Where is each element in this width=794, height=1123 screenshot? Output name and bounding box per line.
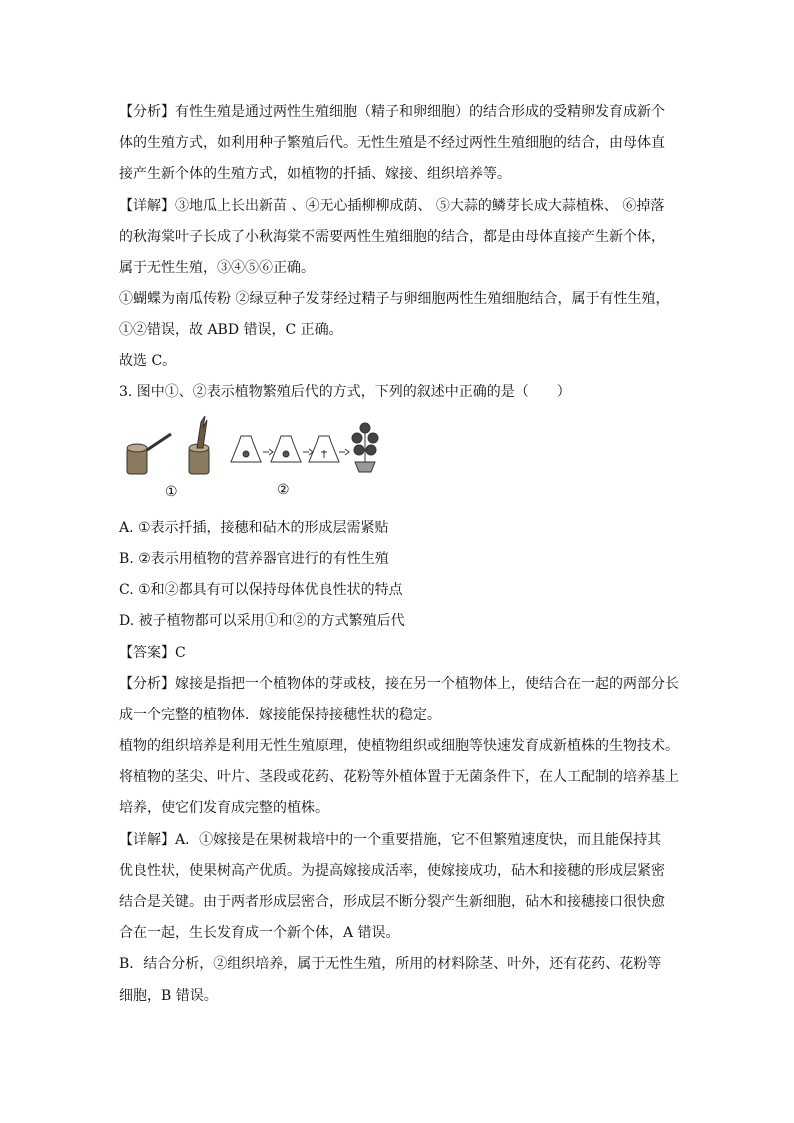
option-b: B. ②表示用植物的营养器官进行的有性生殖 xyxy=(119,551,389,567)
figure-label-2: ② xyxy=(277,482,290,498)
tissue-culture-illustration xyxy=(231,423,378,472)
scion-left xyxy=(147,434,171,450)
stump-left-top xyxy=(127,444,147,452)
text-line: 【分析】嫁接是指把一个植物体的芽或枝，接在另一个植物体上，使结合在一起的两部分长 xyxy=(119,676,679,692)
text-line: 属于无性生殖，③④⑤⑥正确。 xyxy=(119,260,315,276)
flower-pot xyxy=(355,462,375,472)
text-line: 【详解】A．①嫁接是在果树栽培中的一个重要措施，它不但繁殖速度快，而且能保持其 xyxy=(119,832,662,848)
text-line: 优良性状，使果树高产优质。为提高嫁接成活率，使嫁接成功，砧木和接穗的形成层紧密 xyxy=(119,863,665,879)
text-line: 合在一起，生长发育成一个新个体，A 错误。 xyxy=(119,925,400,941)
text-line: 【分析】有性生殖是通过两性生殖细胞（精子和卵细胞）的结合形成的受精卵发育成新个 xyxy=(119,104,665,120)
scion-right xyxy=(197,416,207,448)
option-c: C. ①和②都具有可以保持母体优良性状的特点 xyxy=(119,582,403,598)
flask-3 xyxy=(309,436,339,462)
text-line: 的秋海棠叶子长成了小秋海棠不需要两性生殖细胞的结合，都是由母体直接产生新个体， xyxy=(119,229,665,245)
flask-2 xyxy=(271,436,301,462)
text-line: 体的生殖方式，如利用种子繁殖后代。无性生殖是不经过两性生殖细胞的结合，由母体直 xyxy=(119,135,665,151)
figure-label-1: ① xyxy=(165,484,178,500)
text-line: 植物的组织培养是利用无性生殖原理，使植物组织或细胞等快速发育成新植株的生物技术。 xyxy=(119,738,679,754)
text-line: 结合是关键。由于两者形成层密合，形成层不断分裂产生新细胞，砧木和接穗接口很快愈 xyxy=(119,894,665,910)
text-line: B．结合分析，②组织培养，属于无性生殖，所用的材料除茎、叶外，还有花药、花粉等 xyxy=(119,956,662,972)
answer-line: 【答案】C xyxy=(119,645,186,661)
text-line: 接产生新个体的生殖方式，如植物的扦插、嫁接、组织培养等。 xyxy=(119,166,511,182)
text-line: 细胞，B 错误。 xyxy=(119,988,218,1004)
question-stem: 3. 图中①、②表示植物繁殖后代的方式，下列的叙述中正确的是（ ） xyxy=(119,384,571,400)
grafting-illustration xyxy=(127,416,209,474)
text-line: 培养，使它们发育成完整的植株。 xyxy=(119,800,329,816)
text-line: 将植物的茎尖、叶片、茎段或花药、花粉等外植体置于无菌条件下，在人工配制的培养基上 xyxy=(119,769,679,785)
text-line: 故选 C。 xyxy=(119,353,177,369)
text-line: ①②错误，故 ABD 错误，C 正确。 xyxy=(119,322,343,338)
flask-1 xyxy=(231,436,261,462)
text-line: 成一个完整的植物体．嫁接能保持接穗性状的稳定。 xyxy=(119,707,441,723)
grafting-and-tissue-culture-illustration xyxy=(119,414,379,504)
text-line: ①蝴蝶为南瓜传粉 ②绿豆种子发芽经过精子与卵细胞两性生殖细胞结合，属于有性生殖， xyxy=(119,291,670,307)
propagation-figure xyxy=(119,414,379,504)
option-a: A. ①表示扦插，接穗和砧木的形成层需紧贴 xyxy=(119,520,389,536)
option-d: D. 被子植物都可以采用①和②的方式繁殖后代 xyxy=(119,613,405,629)
text-line: 【详解】③地瓜上长出新苗 、④无心插柳柳成荫、 ⑤大蒜的鳞芽长成大蒜植株、 ⑥掉落 xyxy=(119,198,665,214)
